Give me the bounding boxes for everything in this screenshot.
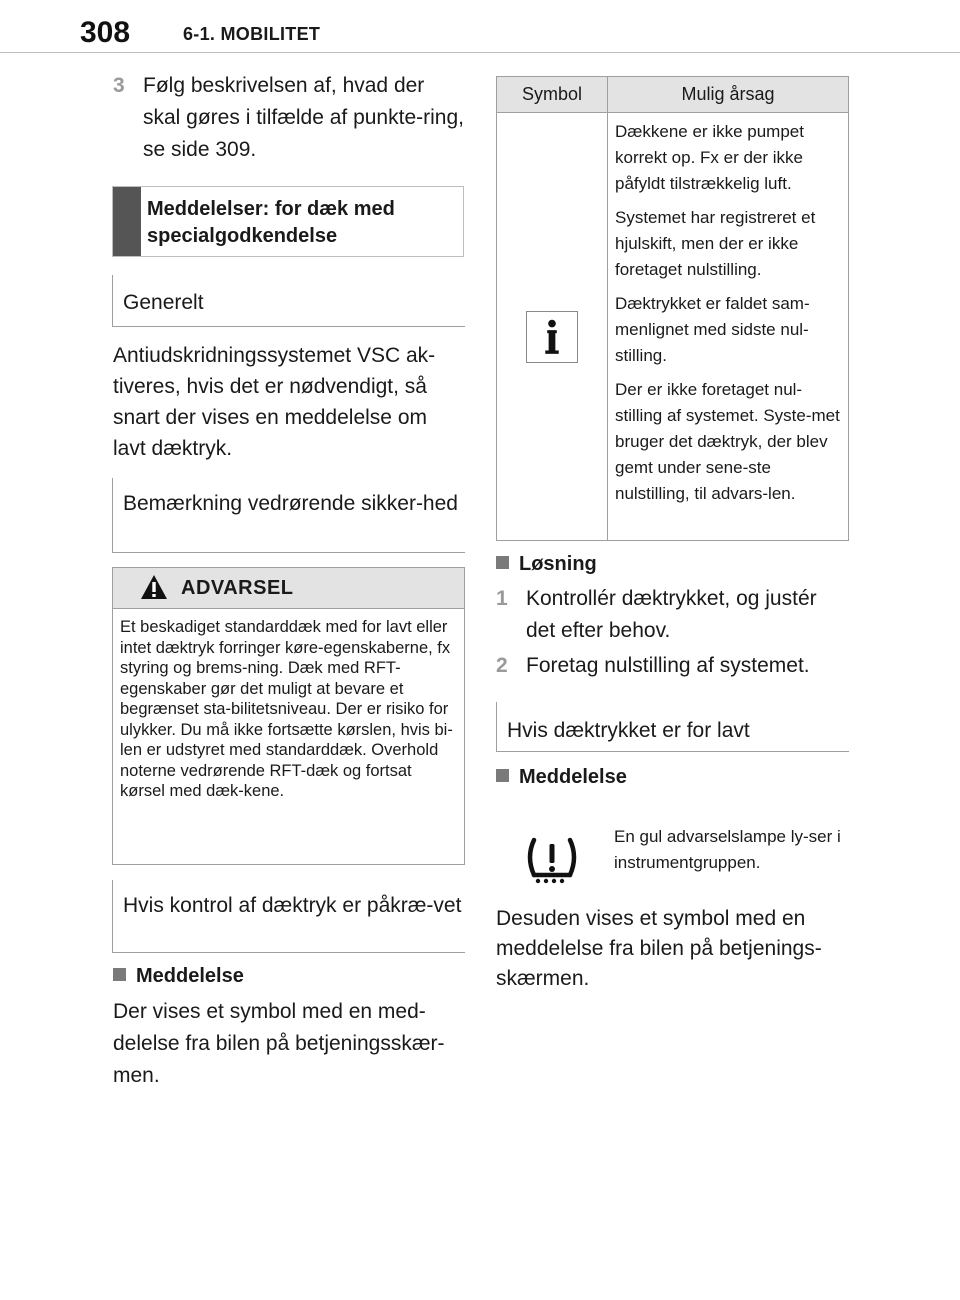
also-displayed-text: Desuden vises et symbol med en meddelelse fra bilen på betjenings-skærmen. [496, 907, 822, 990]
solution-heading [496, 553, 597, 576]
step-text: Foretag nulstilling af systemet. [526, 654, 810, 677]
step-number: 2 [496, 654, 508, 677]
bullet-square [496, 769, 509, 782]
table-divider [607, 77, 608, 540]
column-header-symbol: Symbol [521, 84, 583, 104]
table-header [497, 77, 848, 113]
header-divider [0, 52, 960, 53]
cause-item: Dækkene er ikke pumpet korrekt op. Fx er der ikke påfyldt tilstrækkelig luft. [615, 122, 804, 193]
warning-header [113, 568, 464, 609]
warning-triangle-icon [140, 574, 168, 600]
page-number: 308 [80, 16, 131, 49]
notice-box [112, 186, 464, 257]
info-icon [526, 311, 578, 363]
message-heading-right [496, 766, 627, 789]
column-header-cause: Mulig årsag [681, 84, 775, 104]
cause-list [615, 119, 842, 515]
notice-title: Meddelelser: for dæk med specialgodkendelse [147, 198, 395, 247]
section-title: 6-1. MOBILITET [183, 24, 321, 44]
step-text: Følg beskrivelsen af, hvad der skal gøres i tilfælde af punkte-ring, se side 309. [143, 74, 464, 161]
symbol-table [496, 76, 849, 541]
warning-box [112, 567, 465, 865]
warning-text: Et beskadiget standarddæk med for lavt eller intet dæktryk forringer køre-egenskaberne, fx styring og brems-ning. Dæk med RFT-egenskaber gør det muligt at bevare et begrænset sta-bilitetsniveau. Der er risiko for ulykker. Du må ikke fortsætte kørslen, hvis bi-len er udstyret med standarddæk. Overhold noterne vedrørende RFT-dæk og fortsat kørsel med dæk-kene. [120, 618, 453, 800]
bullet-square [496, 556, 509, 569]
cause-item: Systemet har registreret et hjulskift, men der er ikke foretaget nulstilling. [615, 208, 816, 279]
message-heading-label: Meddelelse [136, 965, 244, 987]
tire-pressure-warning-icon [524, 835, 580, 887]
warning-lamp-text: En gul advarselslampe ly-ser i instrumentgruppen. [614, 827, 841, 872]
low-pressure-heading: Hvis dæktrykket er for lavt [496, 702, 849, 752]
notice-bar [113, 187, 141, 256]
step-3 [113, 70, 465, 166]
message-heading-left [113, 965, 244, 988]
message-text-left: Der vises et symbol med en med-delelse fra bilen på betjeningsskær-men. [113, 1000, 445, 1087]
step-1 [496, 583, 849, 647]
step-number: 1 [496, 587, 508, 610]
bullet-square [113, 968, 126, 981]
step-number: 3 [113, 74, 125, 97]
solution-heading-label: Løsning [519, 553, 597, 575]
warning-label: ADVARSEL [181, 577, 294, 599]
general-heading: Generelt [112, 275, 465, 327]
step-2 [496, 650, 849, 682]
safety-heading: Bemærkning vedrørende sikker-hed [112, 478, 465, 553]
check-heading: Hvis kontrol af dæktryk er påkræ-vet [112, 880, 465, 953]
cause-item: Der er ikke foretaget nul-stilling af systemet. Syste-met bruger det dæktryk, der blev gemt under sene-ste nulstilling, til advars-len. [615, 380, 840, 503]
cause-item: Dæktrykket er faldet sam-menlignet med sidste nul-stilling. [615, 294, 810, 365]
general-text: Antiudskridningssystemet VSC ak-tiveres, hvis det er nødvendigt, så snart der vises en meddelelse om lavt dæktryk. [113, 344, 436, 460]
step-text: Kontrollér dæktrykket, og justér det efter behov. [526, 587, 817, 642]
message-heading-label: Meddelelse [519, 766, 627, 788]
